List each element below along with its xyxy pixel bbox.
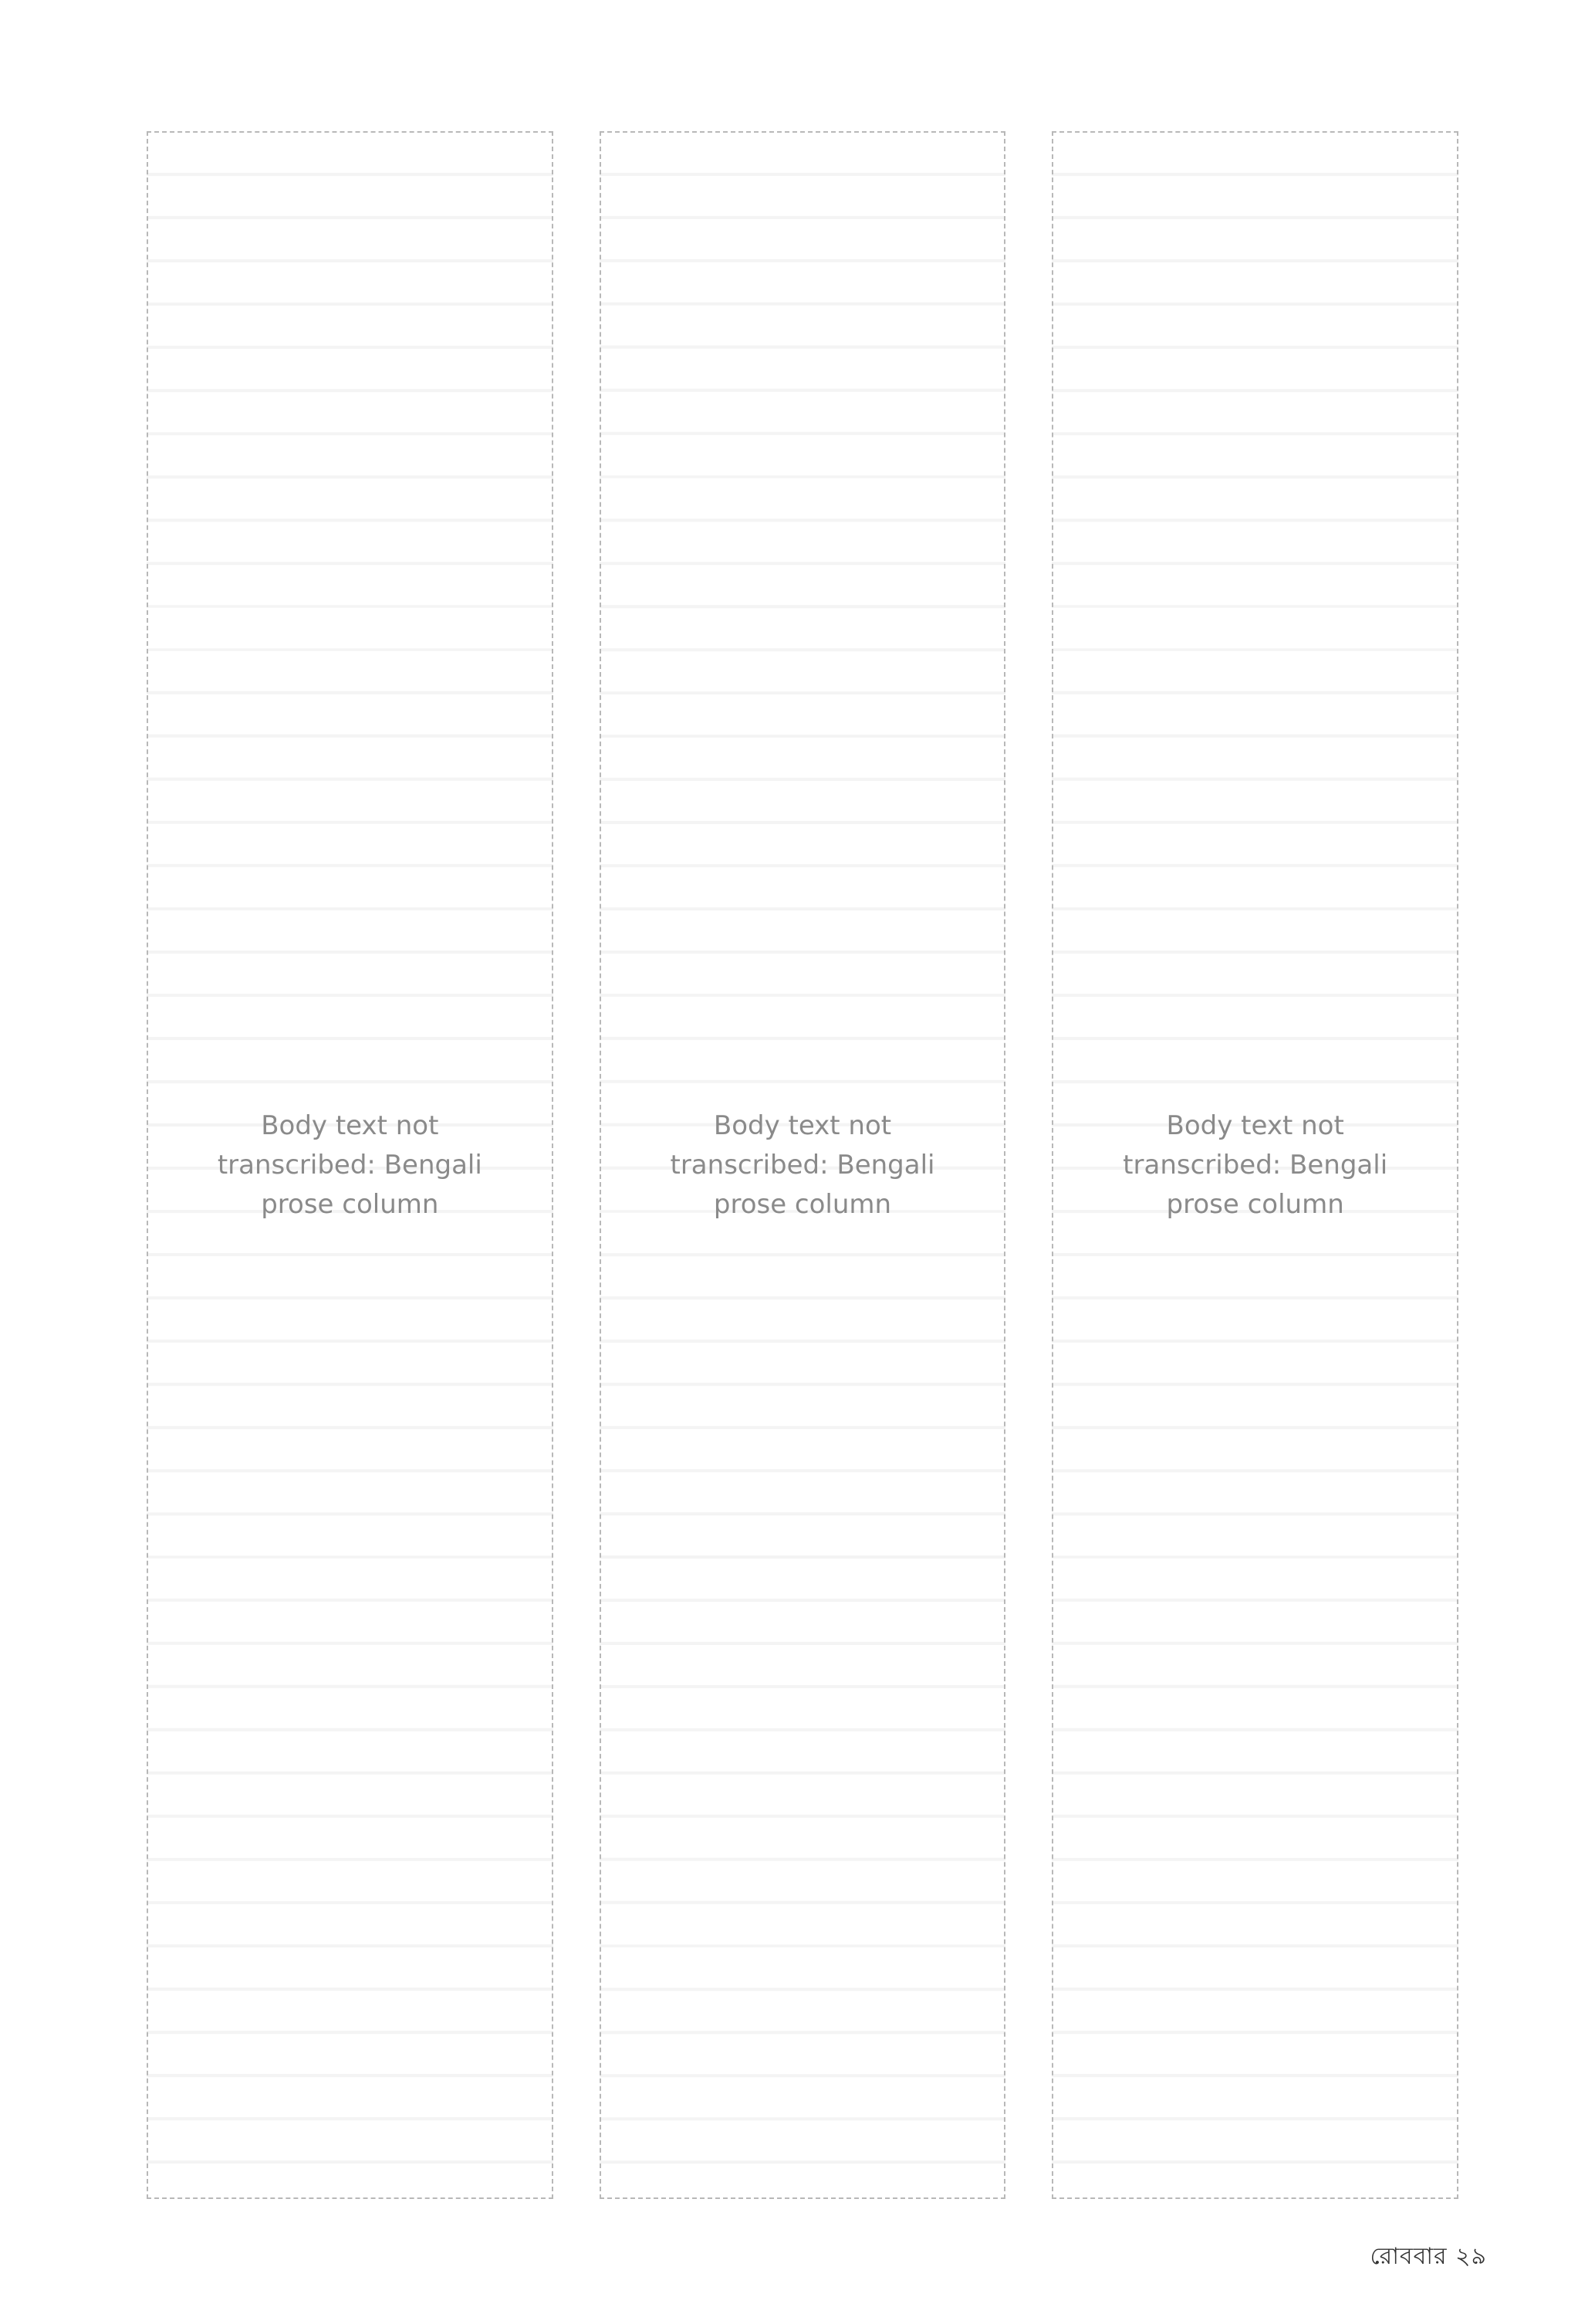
middle-column — [600, 131, 1006, 2199]
left-column — [147, 131, 553, 2199]
right-column-placeholder: Body text not transcribed: Bengali prose column — [1052, 131, 1458, 2199]
page-footer: রোববার ২৯ — [1370, 2243, 1487, 2270]
middle-column-placeholder: Body text not transcribed: Bengali prose column — [600, 131, 1006, 2199]
article-columns — [147, 131, 1458, 2199]
right-column — [1052, 131, 1458, 2199]
left-column-placeholder: Body text not transcribed: Bengali prose column — [147, 131, 553, 2199]
